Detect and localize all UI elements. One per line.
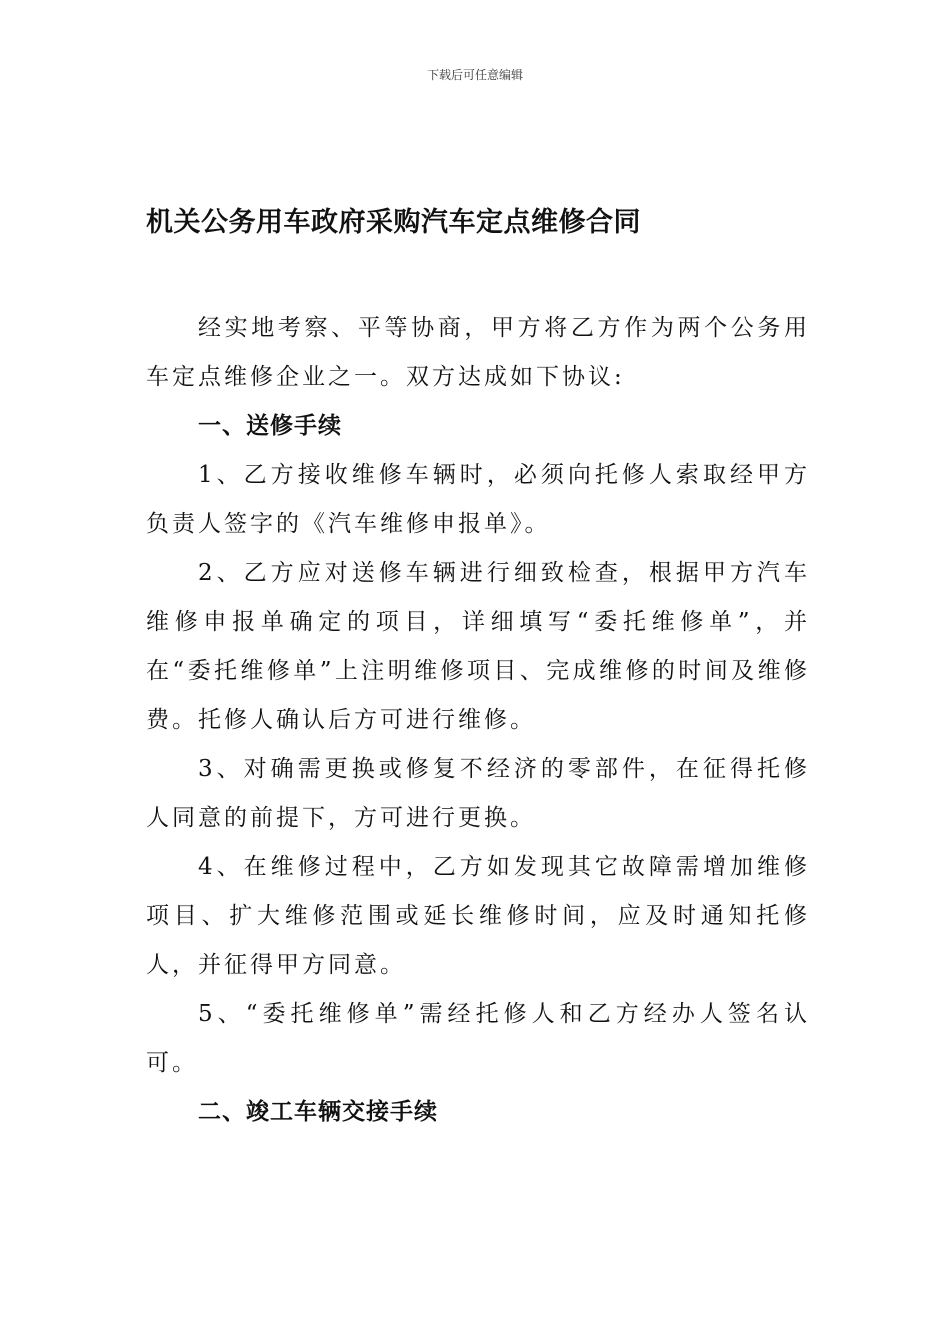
- intro-paragraph: 经实地考察、平等协商，甲方将乙方作为两个公务用车定点维修企业之一。双方达成如下协议:: [146, 315, 810, 390]
- clause-1: 1、乙方接收维修车辆时，必须向托修人索取经甲方负责人签字的《汽车维修申报单》。: [146, 462, 810, 537]
- document-title: 机关公务用车政府采购汽车定点维修合同: [146, 207, 641, 238]
- clause-4: 4、在维修过程中，乙方如发现其它故障需增加维修项目、扩大维修范围或延长维修时间，应及时通知托修人，并征得甲方同意。: [146, 854, 810, 978]
- page-header-note: 下载后可任意编辑: [426, 68, 523, 82]
- section-heading-2: 二、竣工车辆交接手续: [198, 1099, 438, 1125]
- clause-2: 2、乙方应对送修车辆进行细致检查，根据甲方汽车维修申报单确定的项目，详细填写“委托维修单”，并在“委托维修单”上注明维修项目、完成维修的时间及维修费。托修人确认后方可进行维修。: [146, 560, 810, 733]
- document-body: [146, 304, 810, 1137]
- clause-5: 5、“委托维修单”需经托修人和乙方经办人签名认可。: [146, 1001, 810, 1076]
- clause-3: 3、对确需更换或修复不经济的零部件，在征得托修人同意的前提下，方可进行更换。: [146, 756, 810, 831]
- section-heading-1: 一、送修手续: [198, 413, 342, 439]
